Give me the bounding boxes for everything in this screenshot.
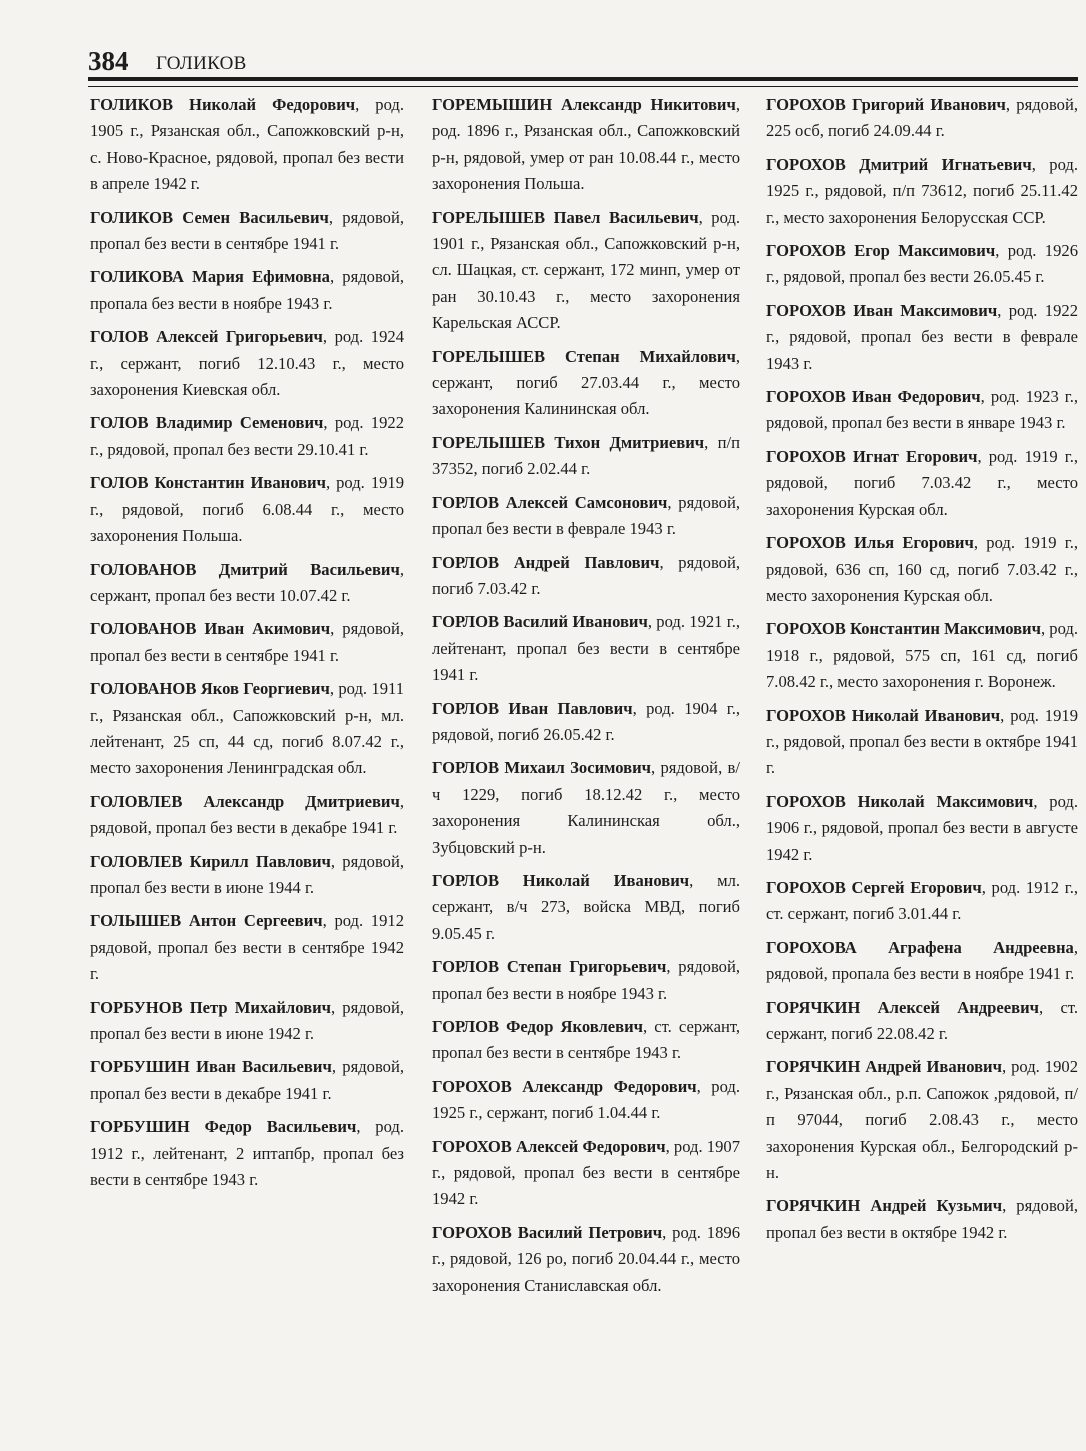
entry-name: ГОЛОВАНОВ Дмитрий Васильевич xyxy=(90,559,400,579)
entry xyxy=(432,954,740,1007)
entry-details: , род. 1924 г., сержант, погиб 12.10.43 г., место захоронения Киевская обл. xyxy=(90,327,404,400)
entry-name: ГОРОХОВ Григорий Иванович xyxy=(766,95,1006,114)
page-number: 384 xyxy=(88,46,129,76)
entry-name: ГОЛОВЛЕВ Александр Дмитриевич xyxy=(90,791,400,811)
header-rule-thick xyxy=(88,77,1078,81)
entry-name: ГОЛОВ Владимир Семенович xyxy=(90,413,324,433)
entry-name: ГОРЛОВ Степан Григорьевич xyxy=(432,957,667,977)
entry-name: ГОРЯЧКИН Алексей Андреевич xyxy=(766,997,1040,1017)
entry-details: , род. 1921 г., лейтенант, пропал без вести в сентябре 1941 г. xyxy=(432,612,740,685)
entry-details: , род. 1918 г., рядовой, 575 сп, 161 сд, погиб 7.08.42 г., место захоронения г. Воронеж. xyxy=(766,619,1078,692)
entry xyxy=(766,1054,1078,1186)
header-rule-thin xyxy=(88,86,1078,87)
entry-name: ГОЛОВЛЕВ Кирилл Павлович xyxy=(90,851,331,871)
entry-details: , род. 1925 г., сержант, погиб 1.04.44 г. xyxy=(432,1076,740,1123)
entry xyxy=(432,550,740,603)
entry xyxy=(90,676,404,782)
entry xyxy=(766,1193,1078,1246)
entry xyxy=(432,868,740,947)
entry-details: , сержант, погиб 27.03.44 г., место захоронения Калининская обл. xyxy=(432,346,740,419)
entry-details: , род. 1896 г., рядовой, 126 ро, погиб 20.04.44 г., место захоронения Станиславская обл. xyxy=(432,1222,740,1295)
column-1 xyxy=(90,92,404,1200)
entry xyxy=(90,324,404,403)
entry-details: , род. 1923 г., рядовой, пропал без вести в январе 1943 г. xyxy=(766,387,1079,433)
entry-name: ГОРЛОВ Михаил Зосимович xyxy=(432,758,652,778)
entry-details: , род. 1904 г., рядовой, погиб 26.05.42 г. xyxy=(432,698,740,744)
entry-name: ГОРОХОВ Иван Максимович xyxy=(766,300,998,320)
entry xyxy=(90,92,404,198)
entry-details: , рядовой, пропал без вести в феврале 1943 г. xyxy=(432,492,740,539)
entry-name: ГОЛИКОВ Семен Васильевич xyxy=(90,207,329,227)
entry-details: , род. 1902 г., Рязанская обл., р.п. Сапожок ,рядовой, п/п 97044, погиб 2.08.43 г., место захоронения Курская обл., Белгородский р-н. xyxy=(766,1057,1078,1183)
entry-details: , род. 1907 г., рядовой, пропал без вести в сентябре 1942 г. xyxy=(432,1136,740,1209)
entry-details: , рядовой, пропала без вести в ноябре 1941 г. xyxy=(766,937,1078,984)
entry-name: ГОРОХОВ Константин Максимович xyxy=(766,619,1041,639)
entry-details: , род. 1925 г., рядовой, п/п 73612, погиб 25.11.42 г., место захоронения Белорусская ССР. xyxy=(766,154,1078,227)
entry xyxy=(766,789,1078,868)
entry-name: ГОРОХОВ Александр Федорович xyxy=(432,1076,697,1096)
entry xyxy=(90,1114,404,1193)
entry xyxy=(432,1014,740,1067)
entry xyxy=(432,490,740,543)
entry xyxy=(766,298,1078,377)
entry xyxy=(90,616,404,669)
column-2 xyxy=(432,92,740,1306)
entry-details: , род. 1919 г., рядовой, погиб 6.08.44 г., место захоронения Польша. xyxy=(90,473,405,546)
entry-details: , рядовой, пропал без вести в ноябре 1943 г. xyxy=(432,957,740,1003)
entry-details: , рядовой, пропал без вести в декабре 1941 г. xyxy=(90,1057,405,1103)
entry-details: , рядовой, пропал без вести в декабре 1941 г. xyxy=(90,791,404,838)
entry xyxy=(90,410,404,463)
entry-details: , род. 1911 г., Рязанская обл., Сапожковский р-н, мл. лейтенант, 25 сп, 44 сд, погиб 8.07.42 г., место захоронения Ленинградская обл. xyxy=(90,679,404,778)
entry xyxy=(432,344,740,423)
entry-details: , мл. сержант, в/ч 273, войска МВД, погиб 9.05.45 г. xyxy=(432,870,740,943)
entry-details: , ст. сержант, погиб 22.08.42 г. xyxy=(766,997,1078,1043)
entry xyxy=(766,935,1078,988)
entry xyxy=(90,789,404,842)
entry-details: , рядовой, пропал без вести в сентябре 1941 г. xyxy=(90,619,404,665)
entry xyxy=(90,470,404,549)
entry xyxy=(90,1054,404,1107)
entry-details: , род. 1906 г., рядовой, пропал без вести в августе 1942 г. xyxy=(766,791,1078,864)
entry xyxy=(766,238,1078,291)
entry xyxy=(90,908,404,987)
entry-name: ГОРЛОВ Федор Яковлевич xyxy=(432,1017,644,1036)
entry-name: ГОРОХОВ Василий Петрович xyxy=(432,1222,663,1242)
entry-details: , род. 1919 г., рядовой, 636 сп, 160 сд, погиб 7.03.42 г., место захоронения Курская обл. xyxy=(766,533,1079,605)
entry-name: ГОРОХОВ Илья Егорович xyxy=(766,533,974,553)
entry xyxy=(766,616,1078,695)
entry xyxy=(432,1074,740,1127)
entry-details: , род. 1922 г., рядовой, пропал без вести в феврале 1943 г. xyxy=(766,300,1078,373)
entry-details: , род. 1919 г., рядовой, погиб 7.03.42 г., место захоронения Курская обл. xyxy=(766,446,1078,519)
entry xyxy=(766,703,1078,782)
entry xyxy=(432,1220,740,1299)
entry xyxy=(90,264,404,317)
entry-name: ГОРОХОВ Иван Федорович xyxy=(766,387,981,407)
entry-name: ГОРБУШИН Федор Васильевич xyxy=(90,1117,357,1137)
entry-name: ГОРОХОВ Николай Иванович xyxy=(766,705,1001,725)
entry-name: ГОРЕЛЫШЕВ Степан Михайлович xyxy=(432,346,736,366)
entry xyxy=(766,152,1078,231)
entry-details: , род. 1926 г., рядовой, пропал без вести 26.05.45 г. xyxy=(766,241,1078,287)
entry-name: ГОРЕМЫШИН Александр Никитович xyxy=(432,95,736,114)
entry-details: , род. 1912 г., лейтенант, 2 иптапбр, пропал без вести в сентябре 1943 г. xyxy=(90,1117,404,1190)
entry-details: , рядовой, в/ч 1229, погиб 18.12.42 г., место захоронения Калининская обл., Зубцовский р-н. xyxy=(432,758,740,857)
entry xyxy=(90,205,404,258)
entry-details: , рядовой, пропал без вести в июне 1942 г. xyxy=(90,997,404,1043)
entry-details: , род. 1912 рядовой, пропал без вести в сентябре 1942 г. xyxy=(90,911,404,984)
entry-name: ГОРОХОВ Сергей Егорович xyxy=(766,877,982,897)
entry-details: , род. 1905 г., Рязанская обл., Сапожковский р-н, с. Ново-Красное, рядовой, пропал без вести в апреле 1942 г. xyxy=(90,95,404,194)
entry-name: ГОРЕЛЫШЕВ Павел Васильевич xyxy=(432,207,699,227)
entry-name: ГОРОХОВ Дмитрий Игнатьевич xyxy=(766,154,1032,174)
entry xyxy=(766,384,1078,437)
entry-name: ГОРЛОВ Николай Иванович xyxy=(432,870,690,890)
entry xyxy=(90,995,404,1048)
entry-name: ГОРОХОВ Игнат Егорович xyxy=(766,446,978,466)
entry-details: , рядовой, погиб 7.03.42 г. xyxy=(432,552,741,598)
entry-name: ГОРБУШИН Иван Васильевич xyxy=(90,1057,332,1077)
entry-name: ГОЛИКОВА Мария Ефимовна xyxy=(90,267,330,287)
entry-name: ГОЛОВАНОВ Иван Акимович xyxy=(90,619,331,639)
page-header xyxy=(88,44,1078,78)
entry xyxy=(432,430,740,483)
entry-name: ГОРОХОВ Алексей Федорович xyxy=(432,1136,666,1156)
entry xyxy=(766,995,1078,1048)
entry xyxy=(432,1134,740,1213)
entry-name: ГОРЛОВ Андрей Павлович xyxy=(432,552,660,572)
entry-name: ГОЛОВ Константин Иванович xyxy=(90,473,326,493)
entry xyxy=(432,92,740,198)
entry xyxy=(90,849,404,902)
entry-details: , род. 1901 г., Рязанская обл., Сапожковский р-н, сл. Шацкая, ст. сержант, 172 минп, умер от ран 30.10.43 г., место захоронения Карельская АССР. xyxy=(432,207,740,333)
entry xyxy=(432,609,740,688)
running-head: ГОЛИКОВ xyxy=(156,53,247,74)
entry-details: , п/п 37352, погиб 2.02.44 г. xyxy=(432,432,740,479)
entry-name: ГОРЯЧКИН Андрей Иванович xyxy=(766,1057,1002,1077)
entry-details: , сержант, пропал без вести 10.07.42 г. xyxy=(90,559,404,605)
entry-name: ГОРОХОВ Егор Максимович xyxy=(766,241,996,261)
entry-details: , рядовой, 225 осб, погиб 24.09.44 г. xyxy=(766,95,1078,141)
entry-details: , род. 1896 г., Рязанская обл., Сапожковский р-н, рядовой, умер от ран 10.08.44 г., место захоронения Польша. xyxy=(432,95,740,194)
entry-name: ГОРЛОВ Иван Павлович xyxy=(432,698,633,718)
entry-name: ГОЛИКОВ Николай Федорович xyxy=(90,95,356,114)
entry-details: , рядовой, пропал без вести в октябре 1942 г. xyxy=(766,1196,1079,1242)
entry xyxy=(432,205,740,337)
entry-details: , ст. сержант, пропал без вести в сентябре 1943 г. xyxy=(432,1017,740,1063)
entry-name: ГОРЛОВ Василий Иванович xyxy=(432,612,648,632)
entry-name: ГОЛОВАНОВ Яков Георгиевич xyxy=(90,679,330,699)
entry-name: ГОРОХОВ Николай Максимович xyxy=(766,791,1034,811)
entry xyxy=(90,557,404,610)
entry-name: ГОРЯЧКИН Андрей Кузьмич xyxy=(766,1196,1003,1216)
entry-name: ГОЛЫШЕВ Антон Сергеевич xyxy=(90,911,323,931)
entry xyxy=(766,92,1078,145)
entry-details: , род. 1919 г., рядовой, пропал без вести в октябре 1941 г. xyxy=(766,705,1078,778)
entry xyxy=(766,875,1078,928)
column-3 xyxy=(766,92,1078,1253)
entry-name: ГОРОХОВА Аграфена Андреевна xyxy=(766,937,1074,957)
entry-name: ГОРБУНОВ Петр Михайлович xyxy=(90,997,331,1017)
entry-details: , рядовой, пропал без вести в июне 1944 г. xyxy=(90,851,404,897)
entry-details: , рядовой, пропала без вести в ноябре 1943 г. xyxy=(90,267,404,313)
entry-details: , рядовой, пропал без вести в сентябре 1941 г. xyxy=(90,207,404,254)
entry xyxy=(432,755,740,861)
entry xyxy=(432,696,740,749)
entry-details: , род. 1922 г., рядовой, пропал без вести 29.10.41 г. xyxy=(90,413,404,459)
entry xyxy=(766,530,1078,609)
entry-name: ГОРЕЛЫШЕВ Тихон Дмитриевич xyxy=(432,432,705,452)
entry xyxy=(766,444,1078,523)
entry-details: , род. 1912 г., ст. сержант, погиб 3.01.44 г. xyxy=(766,877,1078,924)
entry-name: ГОРЛОВ Алексей Самсонович xyxy=(432,492,668,512)
entry-name: ГОЛОВ Алексей Григорьевич xyxy=(90,327,323,347)
